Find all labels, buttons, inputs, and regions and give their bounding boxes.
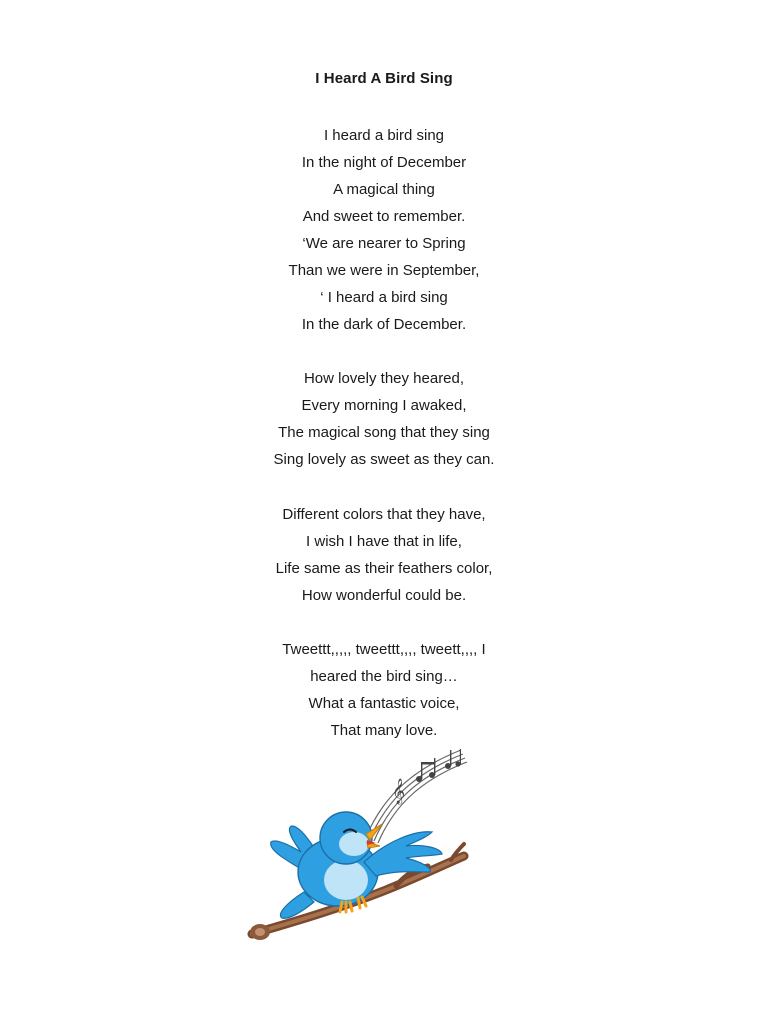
poem-line: Sing lovely as sweet as they can.: [273, 451, 495, 468]
poem-line: heared the bird sing…: [310, 668, 458, 685]
poem-line: That many love.: [330, 722, 438, 739]
poem-line: Different colors that they have,: [282, 506, 486, 523]
poem-line: Every morning I awaked,: [301, 397, 467, 414]
poem-line: Than we were in September,: [288, 262, 480, 279]
poem-line: In the dark of December.: [301, 316, 467, 333]
poem-line: ‘ I heard a bird sing: [320, 289, 448, 306]
poem-line: What a fantastic voice,: [308, 695, 460, 712]
singing-bluebird-icon: [246, 742, 472, 954]
poem-line: Tweettt,,,,, tweettt,,,, tweett,,,, I: [282, 641, 486, 658]
svg-text:𝄞: 𝄞: [392, 779, 406, 804]
poem-line: I heard a bird sing: [323, 127, 445, 144]
poem-line: In the night of December: [301, 154, 467, 171]
poem-line: The magical song that they sing: [278, 424, 490, 441]
music-notes-icon: [366, 750, 467, 843]
poem-title: I Heard A Bird Sing: [315, 70, 453, 87]
poem-line: How wonderful could be.: [301, 587, 467, 604]
poem-line: How lovely they heared,: [303, 370, 465, 387]
note-glyphs: [392, 749, 461, 804]
poem-line: Life same as their feathers color,: [275, 560, 493, 577]
poem-line: A magical thing: [333, 181, 435, 198]
poem-line: And sweet to remember.: [302, 208, 466, 225]
poem-line: ‘We are nearer to Spring: [302, 235, 466, 252]
poem-line: I wish I have that in life,: [306, 533, 462, 550]
